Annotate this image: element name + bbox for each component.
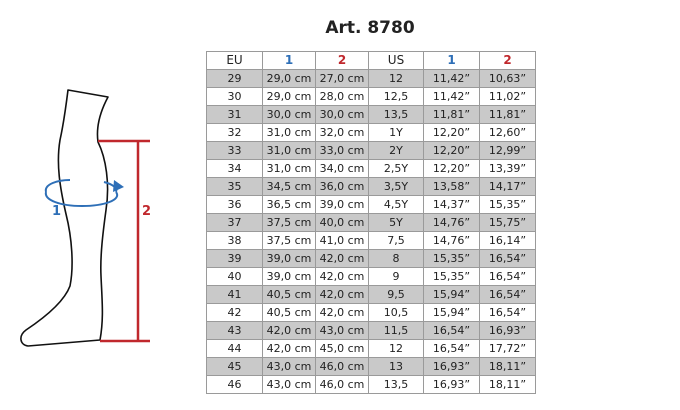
cell-circumference-in: 15,94” [424, 304, 480, 322]
cell-height-in: 15,35” [480, 196, 536, 214]
cell-height-in: 16,54” [480, 304, 536, 322]
cell-size-us: 9 [369, 268, 424, 286]
table-row [207, 340, 536, 358]
cell-circumference-cm: 42,0 cm [263, 340, 316, 358]
cell-circumference-in: 15,35” [424, 268, 480, 286]
cell-height-in: 16,54” [480, 250, 536, 268]
cell-circumference-cm: 31,0 cm [263, 124, 316, 142]
cell-circumference-cm: 29,0 cm [263, 88, 316, 106]
measurement-label-1: 1 [52, 204, 62, 219]
cell-size-eu: 44 [207, 340, 263, 358]
cell-height-in: 11,81” [480, 106, 536, 124]
cell-size-us: 13 [369, 358, 424, 376]
table-row [207, 268, 536, 286]
header-eu-circumference: 1 [263, 52, 316, 70]
cell-height-in: 13,39” [480, 160, 536, 178]
cell-height-cm: 36,0 cm [316, 178, 369, 196]
cell-height-in: 14,17” [480, 178, 536, 196]
cell-size-us: 11,5 [369, 322, 424, 340]
cell-size-us: 12 [369, 70, 424, 88]
cell-circumference-cm: 39,0 cm [263, 268, 316, 286]
leg-measurement-diagram [0, 0, 200, 410]
cell-size-eu: 36 [207, 196, 263, 214]
cell-height-cm: 39,0 cm [316, 196, 369, 214]
cell-height-cm: 33,0 cm [316, 142, 369, 160]
cell-circumference-in: 12,20” [424, 142, 480, 160]
table-row [207, 322, 536, 340]
cell-size-eu: 38 [207, 232, 263, 250]
cell-circumference-in: 16,93” [424, 358, 480, 376]
cell-size-us: 9,5 [369, 286, 424, 304]
cell-size-us: 8 [369, 250, 424, 268]
header-eu-height: 2 [316, 52, 369, 70]
cell-height-cm: 28,0 cm [316, 88, 369, 106]
cell-height-in: 18,11” [480, 358, 536, 376]
cell-circumference-in: 14,76” [424, 232, 480, 250]
cell-circumference-cm: 40,5 cm [263, 304, 316, 322]
cell-height-cm: 30,0 cm [316, 106, 369, 124]
cell-height-cm: 43,0 cm [316, 322, 369, 340]
cell-height-in: 16,93” [480, 322, 536, 340]
table-row [207, 106, 536, 124]
table-row [207, 142, 536, 160]
cell-height-in: 16,14” [480, 232, 536, 250]
cell-circumference-in: 13,58” [424, 178, 480, 196]
cell-height-cm: 32,0 cm [316, 124, 369, 142]
cell-circumference-cm: 43,0 cm [263, 376, 316, 394]
measurement-label-2: 2 [142, 204, 152, 219]
cell-size-eu: 41 [207, 286, 263, 304]
cell-circumference-in: 15,35” [424, 250, 480, 268]
cell-circumference-cm: 37,5 cm [263, 232, 316, 250]
cell-height-cm: 42,0 cm [316, 286, 369, 304]
cell-size-us: 3,5Y [369, 178, 424, 196]
cell-size-eu: 29 [207, 70, 263, 88]
size-table [206, 51, 536, 394]
table-row [207, 196, 536, 214]
cell-circumference-cm: 31,0 cm [263, 142, 316, 160]
cell-circumference-cm: 37,5 cm [263, 214, 316, 232]
cell-circumference-cm: 40,5 cm [263, 286, 316, 304]
cell-circumference-cm: 31,0 cm [263, 160, 316, 178]
cell-height-in: 12,60” [480, 124, 536, 142]
cell-size-us: 2Y [369, 142, 424, 160]
table-row [207, 124, 536, 142]
cell-size-us: 13,5 [369, 376, 424, 394]
cell-size-us: 5Y [369, 214, 424, 232]
cell-circumference-in: 11,81” [424, 106, 480, 124]
cell-height-cm: 45,0 cm [316, 340, 369, 358]
header-eu: EU [207, 52, 263, 70]
cell-circumference-cm: 39,0 cm [263, 250, 316, 268]
table-row [207, 214, 536, 232]
cell-size-eu: 39 [207, 250, 263, 268]
cell-height-cm: 42,0 cm [316, 250, 369, 268]
cell-size-eu: 43 [207, 322, 263, 340]
cell-size-us: 13,5 [369, 106, 424, 124]
cell-height-cm: 42,0 cm [316, 304, 369, 322]
table-row [207, 304, 536, 322]
cell-size-us: 12 [369, 340, 424, 358]
table-row [207, 250, 536, 268]
cell-height-in: 16,54” [480, 286, 536, 304]
table-row [207, 70, 536, 88]
cell-size-eu: 32 [207, 124, 263, 142]
cell-circumference-in: 15,94” [424, 286, 480, 304]
table-row [207, 232, 536, 250]
cell-circumference-in: 16,54” [424, 322, 480, 340]
cell-circumference-in: 12,20” [424, 124, 480, 142]
cell-circumference-in: 11,42” [424, 88, 480, 106]
cell-height-in: 16,54” [480, 268, 536, 286]
cell-size-us: 10,5 [369, 304, 424, 322]
table-row [207, 178, 536, 196]
cell-circumference-cm: 43,0 cm [263, 358, 316, 376]
cell-height-in: 12,99” [480, 142, 536, 160]
leg-outline [21, 90, 108, 346]
header-us-circumference: 1 [424, 52, 480, 70]
cell-size-eu: 34 [207, 160, 263, 178]
cell-size-eu: 37 [207, 214, 263, 232]
circumference-marker [46, 180, 124, 206]
cell-circumference-cm: 29,0 cm [263, 70, 316, 88]
cell-circumference-in: 12,20” [424, 160, 480, 178]
cell-size-eu: 35 [207, 178, 263, 196]
cell-height-in: 15,75” [480, 214, 536, 232]
cell-height-cm: 40,0 cm [316, 214, 369, 232]
table-row [207, 376, 536, 394]
cell-circumference-in: 14,76” [424, 214, 480, 232]
cell-size-us: 2,5Y [369, 160, 424, 178]
table-header-row [207, 52, 536, 70]
header-us: US [369, 52, 424, 70]
arrow-icon [113, 180, 124, 192]
cell-size-eu: 45 [207, 358, 263, 376]
cell-size-eu: 33 [207, 142, 263, 160]
table-row [207, 160, 536, 178]
cell-height-cm: 46,0 cm [316, 358, 369, 376]
table-row [207, 88, 536, 106]
table-row [207, 358, 536, 376]
header-us-height: 2 [480, 52, 536, 70]
cell-circumference-in: 14,37” [424, 196, 480, 214]
cell-size-eu: 46 [207, 376, 263, 394]
cell-height-cm: 34,0 cm [316, 160, 369, 178]
table-row [207, 286, 536, 304]
cell-circumference-in: 16,93” [424, 376, 480, 394]
cell-height-in: 17,72” [480, 340, 536, 358]
cell-size-us: 7,5 [369, 232, 424, 250]
cell-height-in: 10,63” [480, 70, 536, 88]
page-title: Art. 8780 [325, 18, 415, 38]
cell-circumference-in: 16,54” [424, 340, 480, 358]
cell-size-us: 4,5Y [369, 196, 424, 214]
cell-circumference-cm: 36,5 cm [263, 196, 316, 214]
cell-circumference-in: 11,42” [424, 70, 480, 88]
cell-height-in: 18,11” [480, 376, 536, 394]
cell-height-cm: 27,0 cm [316, 70, 369, 88]
cell-height-cm: 41,0 cm [316, 232, 369, 250]
cell-size-eu: 30 [207, 88, 263, 106]
cell-circumference-cm: 42,0 cm [263, 322, 316, 340]
cell-size-eu: 42 [207, 304, 263, 322]
cell-height-in: 11,02” [480, 88, 536, 106]
cell-size-eu: 31 [207, 106, 263, 124]
cell-size-us: 1Y [369, 124, 424, 142]
cell-circumference-cm: 34,5 cm [263, 178, 316, 196]
cell-circumference-cm: 30,0 cm [263, 106, 316, 124]
cell-height-cm: 46,0 cm [316, 376, 369, 394]
cell-size-us: 12,5 [369, 88, 424, 106]
cell-size-eu: 40 [207, 268, 263, 286]
cell-height-cm: 42,0 cm [316, 268, 369, 286]
